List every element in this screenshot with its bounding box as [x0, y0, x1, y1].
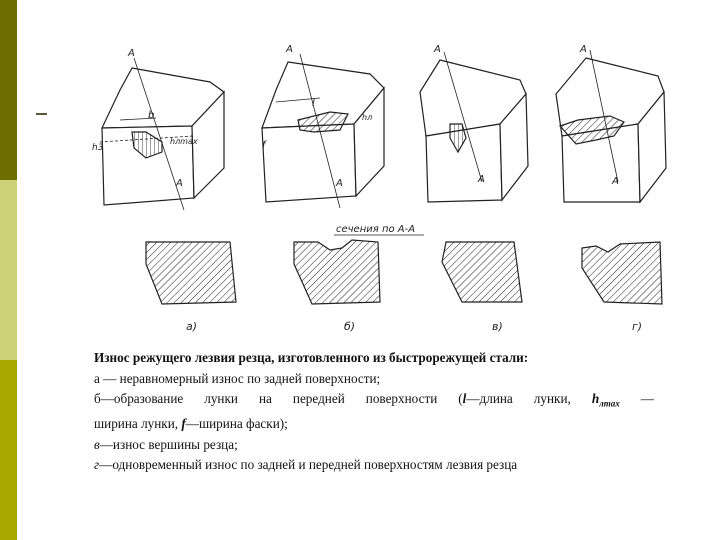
symbol-f: f [181, 416, 186, 432]
dim-f: f [262, 140, 266, 151]
label-a-top: A [128, 48, 135, 59]
symbol-l: l [462, 391, 467, 406]
panel-label-a: а) [186, 320, 198, 333]
figure-caption [94, 348, 654, 476]
section-b [294, 240, 380, 304]
panel-label-c: в) [492, 320, 503, 333]
panel-label-b: б) [344, 320, 356, 333]
symbol-h: h [591, 391, 600, 406]
dim-b: b [148, 110, 155, 121]
section-d [582, 242, 662, 304]
caption-line-a: а — неравномерный износ по задней поверхности; [94, 370, 381, 386]
symbol-hmax-sub: лmax [599, 398, 620, 409]
label-a-bottom: A [176, 178, 183, 189]
dim-h3: h3 [92, 143, 104, 153]
label-d-top: A [580, 44, 587, 55]
section-a [146, 242, 236, 304]
dim-hn: hл [362, 113, 373, 122]
label-c-bottom: A [478, 174, 485, 185]
decor-bar-middle [0, 180, 17, 360]
label-b-top: A [286, 44, 293, 55]
tool-drawing-b [262, 54, 384, 208]
caption-line-g: г—одновременный износ по задней и передней поверхностям лезвия резца [94, 457, 518, 473]
decor-bar-bottom [0, 360, 17, 540]
caption-line-v: в—износ вершины резца; [94, 436, 238, 452]
label-c-top: A [434, 44, 441, 55]
label-b-bottom: A [336, 178, 343, 189]
caption-line-b: б—образование лунки на передней поверхности (l—длина лунки, $h_{лmax}$ — [94, 391, 654, 409]
label-d-bottom: A [612, 176, 619, 187]
tool-drawing-d [556, 50, 666, 202]
tool-drawing-a [100, 58, 224, 210]
decor-bar-top [0, 0, 17, 180]
caption-title: Износ режущего лезвия резца, изготовленного из быстрорежущей стали: [94, 350, 529, 365]
caption-line-b-cont: ширина лунки, f—ширина фаски); [94, 416, 288, 432]
panel-label-d: г) [632, 320, 643, 333]
dim-l: l [312, 98, 315, 109]
sections-label: сечения по А-А [336, 224, 416, 235]
dim-hmax: hлmax [170, 137, 198, 146]
tool-wear-figure [90, 40, 680, 340]
decor-dash [36, 113, 47, 115]
tool-drawing-c [420, 52, 528, 202]
section-c [442, 242, 522, 302]
